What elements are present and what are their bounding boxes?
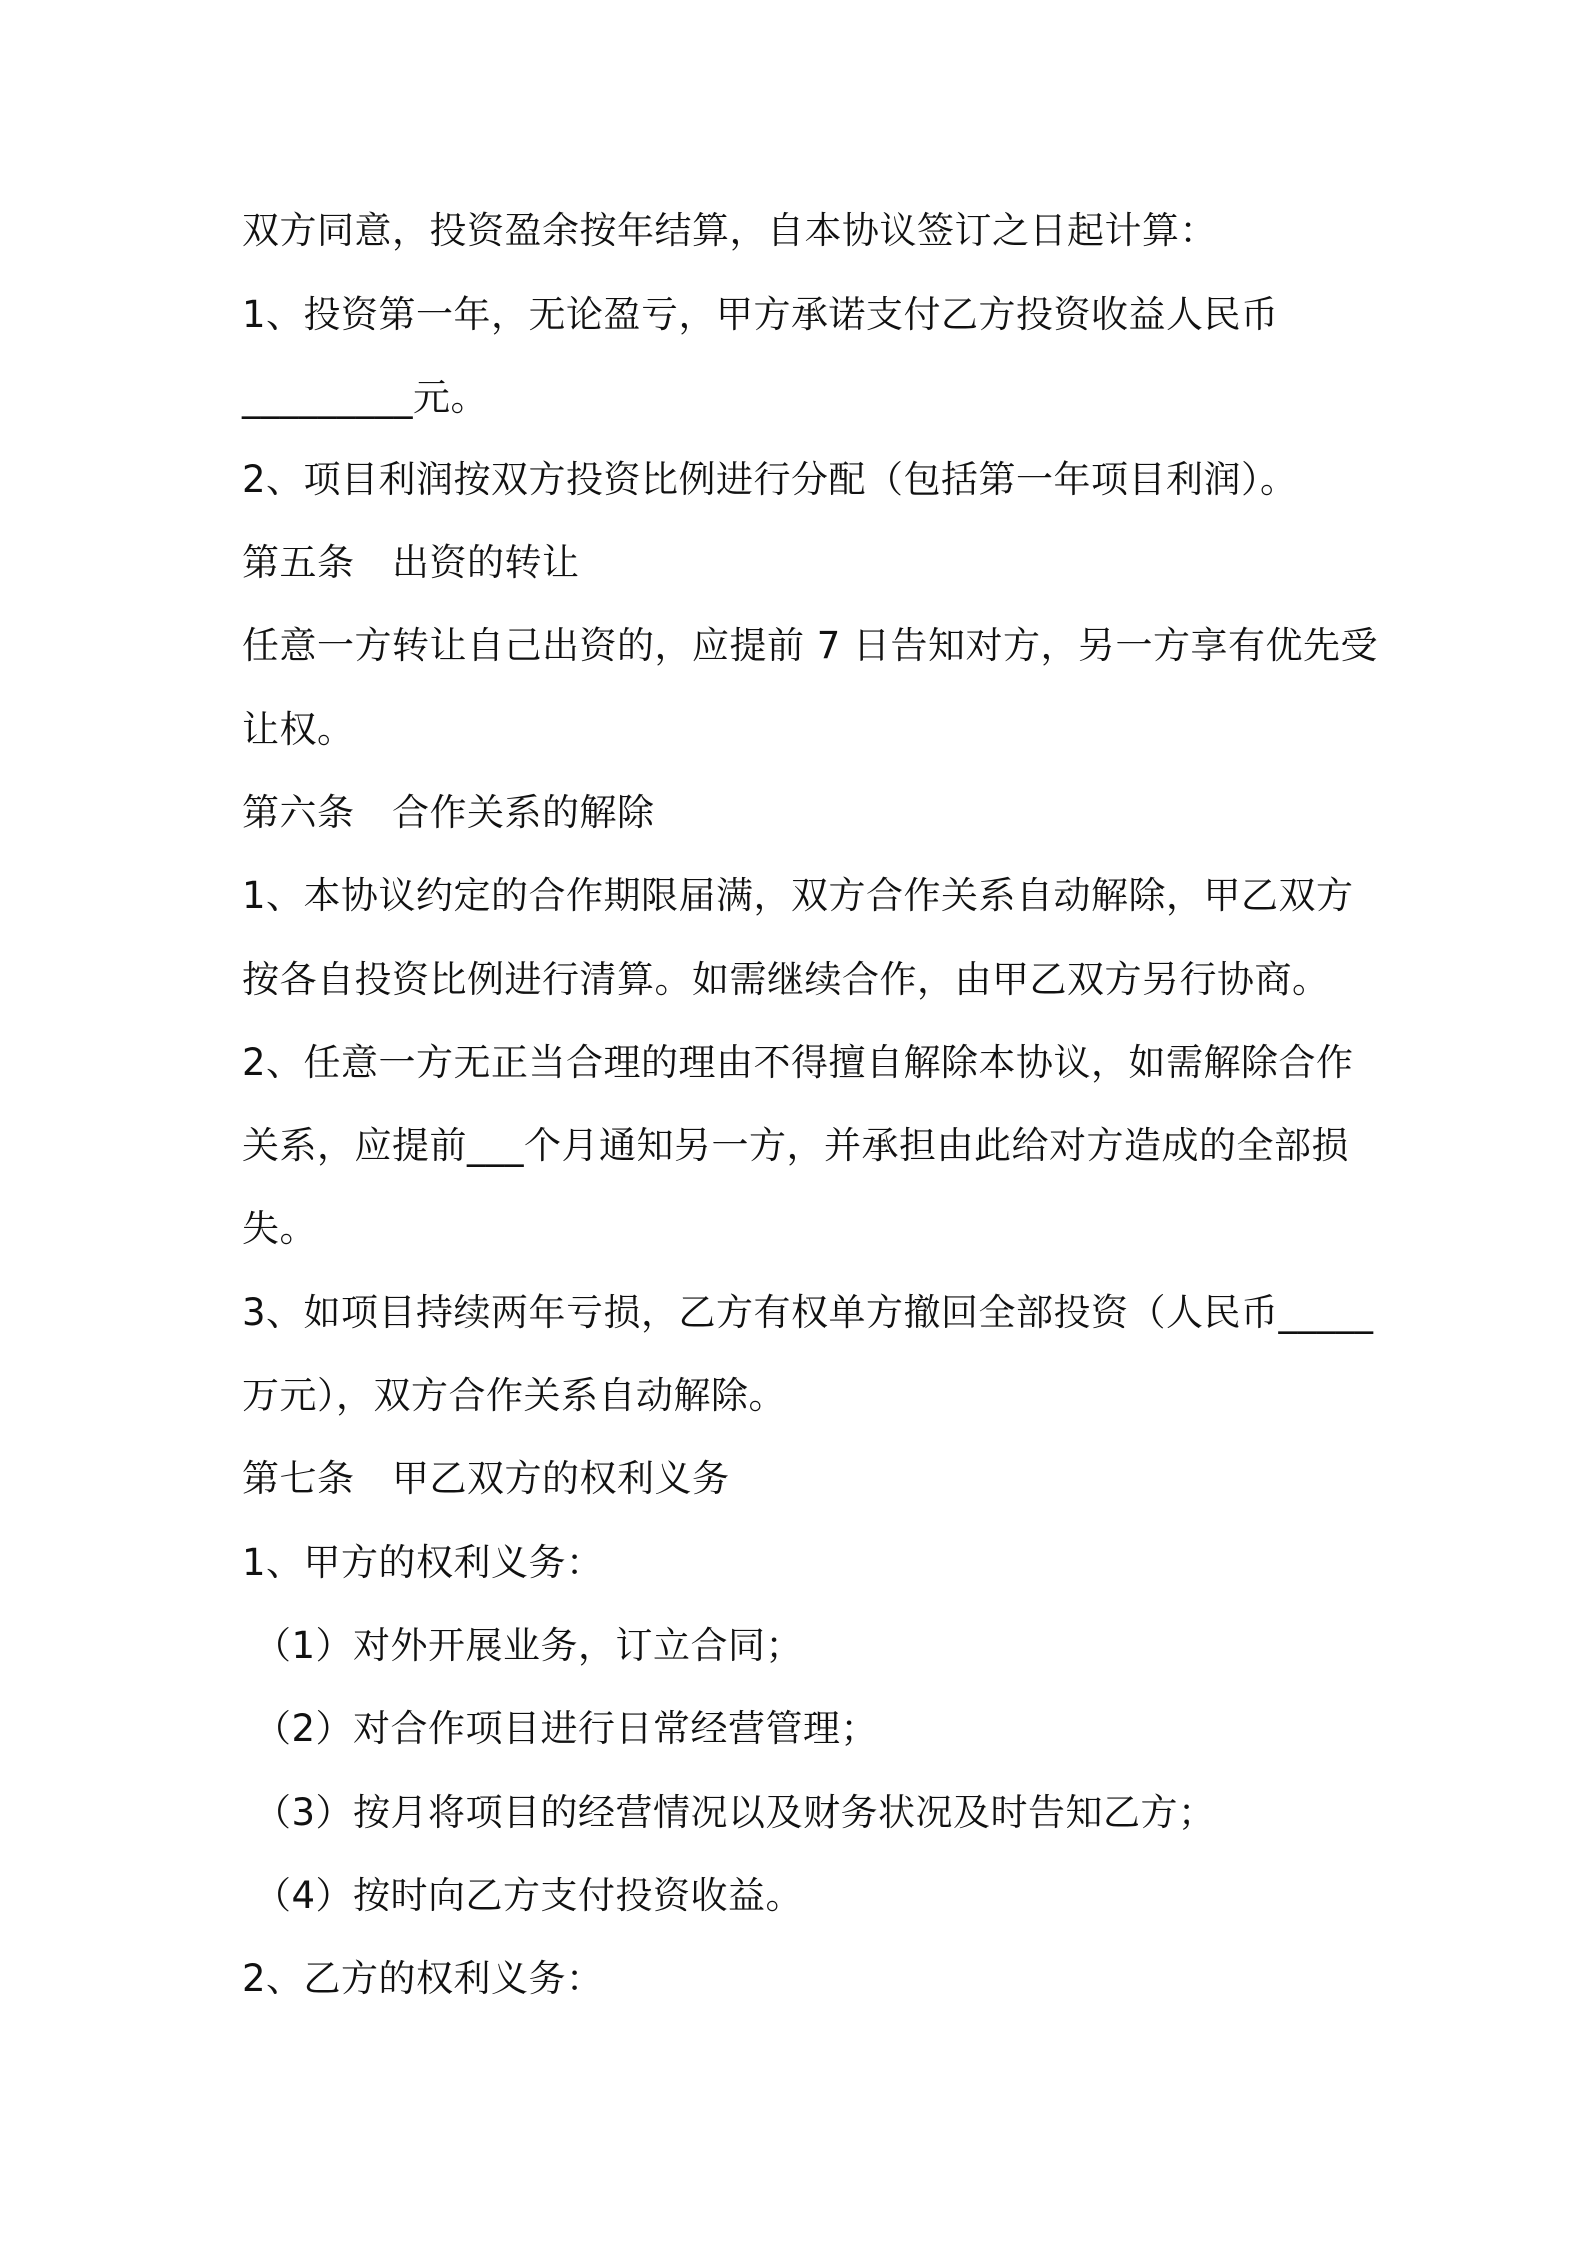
paragraph-line: 1、甲方的权利义务： xyxy=(242,1541,604,1584)
paragraph-line: 2、乙方的权利义务： xyxy=(242,1957,604,2000)
list-item: （2）对合作项目进行日常经营管理； xyxy=(254,1707,879,1750)
paragraph-line: 3、如项目持续两年亏损，乙方有权单方撤回全部投资（人民币_____ xyxy=(242,1291,1374,1334)
paragraph-line: 1、本协议约定的合作期限届满，双方合作关系自动解除，甲乙双方 xyxy=(242,874,1354,917)
paragraph-line: 2、任意一方无正当合理的理由不得擅自解除本协议，如需解除合作 xyxy=(242,1041,1354,1084)
section-heading: 第五条 出资的转让 xyxy=(242,541,580,584)
section-heading: 第六条 合作关系的解除 xyxy=(242,791,655,834)
paragraph-line: 让权。 xyxy=(242,708,355,751)
paragraph-line: 按各自投资比例进行清算。如需继续合作，由甲乙双方另行协商。 xyxy=(242,958,1330,1001)
list-item: （4）按时向乙方支付投资收益。 xyxy=(254,1874,804,1917)
section-heading: 第七条 甲乙双方的权利义务 xyxy=(242,1457,730,1500)
paragraph-line: 1、投资第一年，无论盈亏，甲方承诺支付乙方投资收益人民币 xyxy=(242,293,1279,336)
list-item: （1）对外开展业务，订立合同； xyxy=(254,1624,804,1667)
paragraph-line: 2、项目利润按双方投资比例进行分配（包括第一年项目利润）。 xyxy=(242,458,1298,501)
paragraph-line: 万元），双方合作关系自动解除。 xyxy=(242,1374,786,1417)
paragraph-line: 任意一方转让自己出资的，应提前 7 日告知对方，另一方享有优先受 xyxy=(242,624,1379,667)
paragraph-line: 双方同意，投资盈余按年结算，自本协议签订之日起计算： xyxy=(242,209,1217,252)
paragraph-line: 失。 xyxy=(242,1207,317,1250)
list-item: （3）按月将项目的经营情况以及财务状况及时告知乙方； xyxy=(254,1791,1216,1834)
paragraph-line: 关系，应提前___个月通知另一方，并承担由此给对方造成的全部损 xyxy=(242,1124,1349,1167)
paragraph-line: _________元。 xyxy=(242,376,488,419)
